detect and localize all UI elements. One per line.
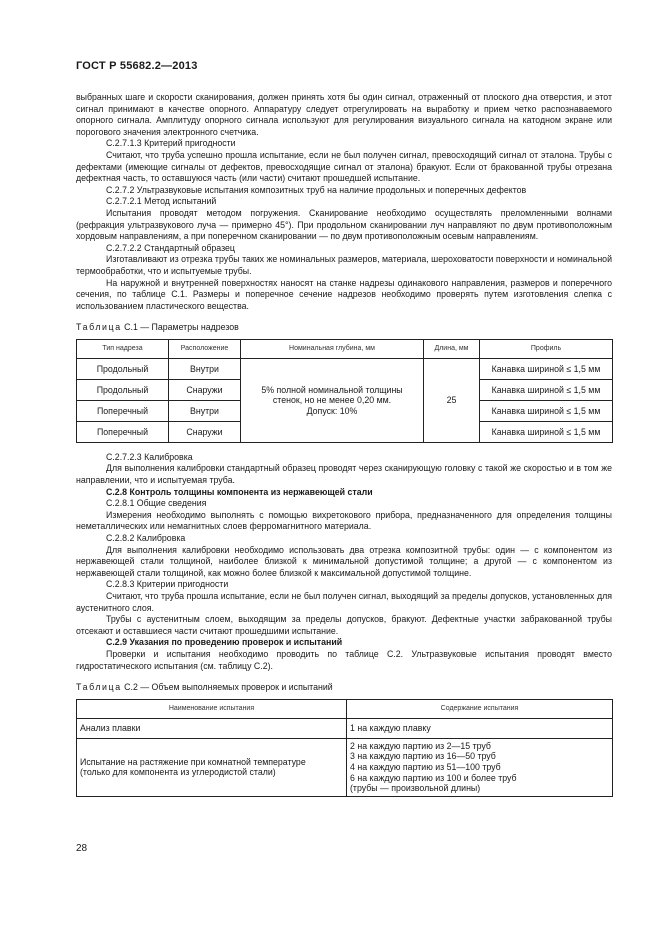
table-caption	[76, 322, 612, 334]
notch-type-cell: Поперечный	[77, 400, 169, 421]
table-row	[77, 358, 613, 379]
paragraph: Для выполнения калибровки необходимо использовать два отрезка композитной трубы: один — с компонентом из нержавеющей стали толщиной, наиболее близкой к минимальной допустимой толщине; а другой — с компонентом из нержавеющей стали толщиной, как можно более близкой к максимальной допустимой толщине.	[76, 544, 612, 578]
test-content-cell: 1 на каждую плавку	[347, 718, 613, 738]
paragraph: На наружной и внутренней поверхностях наносят на станке надрезы одинакового направления, размеров и поперечного сечения, по таблице С.1. Размеры и поперечное сечение надрезов необходимо проверять путем изготовления слепка с использованием пластического вещества.	[76, 277, 612, 311]
notch-type-cell: Поперечный	[77, 421, 169, 442]
test-name-cell: Анализ плавки	[77, 718, 347, 738]
test-name-cell	[77, 738, 347, 796]
page-number: 28	[76, 843, 88, 854]
column-header: Наименование испытания	[77, 699, 347, 718]
paragraph: Считают, что труба прошла испытание, если не был получен сигнал, выходящий за пределы допусков, установленных для аустенитного слоя.	[76, 591, 612, 613]
test-name-line: (только для компонента из углеродистой стали)	[80, 767, 276, 778]
profile-cell: Канавка шириной ≤ 1,5 мм	[480, 379, 613, 400]
document-body	[76, 92, 612, 797]
table-row	[77, 738, 613, 796]
profile-cell: Канавка шириной ≤ 1,5 мм	[480, 358, 613, 379]
table-row	[77, 718, 613, 738]
table-caption-text: С.1 — Параметры надрезов	[121, 322, 239, 333]
location-cell: Снаружи	[169, 421, 241, 442]
content-line: 2 на каждую партию из 2—15 труб	[350, 740, 491, 751]
paragraph: Измерения необходимо выполнять с помощью вихретокового прибора, предназначенного для определения толщины неметаллических или немагнитных слоев ферромагнитного материала.	[76, 509, 612, 532]
depth-cell	[241, 358, 424, 442]
test-content-cell	[347, 738, 613, 796]
paragraph: Для выполнения калибровки стандартный образец проводят через сканирующую головку с такой же скоростью и в том же направлении, что и испытуемая труба.	[76, 463, 612, 486]
notch-type-cell: Продольный	[77, 358, 169, 379]
section-heading: С.2.7.2 Ультразвуковые испытания композитных труб на наличие продольных и поперечных дефектов	[106, 184, 527, 195]
profile-cell: Канавка шириной ≤ 1,5 мм	[480, 400, 613, 421]
table-caption-text: С.2 — Объем выполняемых проверок и испытаний	[121, 682, 333, 693]
table-caption	[76, 682, 612, 694]
table-header-row	[77, 339, 613, 358]
section-heading: С.2.7.2.2 Стандартный образец	[106, 242, 235, 253]
column-header: Номинальная глубина, мм	[241, 339, 424, 358]
column-header: Содержание испытания	[347, 699, 613, 718]
paragraph: Трубы с аустенитным слоем, выходящим за пределы допусков, бракуют. Дефектные участки забракованной трубы отсекают и оставшиеся части считают прошедшими испытание.	[76, 614, 612, 636]
depth-line: стенок, но не менее 0,20 мм.	[272, 395, 392, 406]
section-heading: С.2.7.2.1 Метод испытаний	[106, 196, 217, 207]
paragraph: Считают, что труба успешно прошла испытание, если не был получен сигнал, превосходящий сигнал от эталона. Трубы с дефектами (имеющие сигналы от дефектов, превосходящие сигнал от эталона) бракуют. Если от бракованной трубы отрезана дефектная часть, то оставшуюся часть (или части) считают прошедшей испытание.	[76, 149, 612, 184]
content-line: 4 на каждую партию из 51—100 труб	[350, 761, 501, 772]
table-header-row	[77, 699, 613, 718]
section-heading-bold: С.2.9 Указания по проведению проверок и испытаний	[106, 637, 343, 648]
section-heading: С.2.7.1.3 Критерий пригодности	[106, 138, 236, 149]
column-header: Длина, мм	[424, 339, 480, 358]
section-heading: С.2.7.2.3 Калибровка	[106, 451, 193, 462]
section-heading: С.2.8.2 Калибровка	[106, 533, 186, 544]
paragraph: Испытания проводят методом погружения. Сканирование необходимо осуществлять преломленными волнами (рефракция ультразвукового луча — примерно 45°). При продольном сканировании луч направляют по двум противоположным хордовым направлениям, а при поперечном сканировании — по двум противоположным осевым направлениям.	[76, 207, 612, 242]
depth-tolerance: Допуск: 10%	[306, 405, 358, 416]
column-header: Тип надреза	[77, 339, 169, 358]
location-cell: Внутри	[169, 358, 241, 379]
document-header: ГОСТ Р 55682.2—2013	[76, 60, 198, 72]
section-heading-bold: С.2.8 Контроль толщины компонента из нержавеющей стали	[106, 486, 373, 497]
table-caption-prefix: Таблица	[76, 682, 122, 693]
location-cell: Внутри	[169, 400, 241, 421]
paragraph: Проверки и испытания необходимо проводить по таблице С.2. Ультразвуковые испытания проводят вместо гидростатического испытания (см. таблицу С.2).	[76, 648, 612, 671]
paragraph: Изготавливают из отрезка трубы таких же номинальных размеров, материала, шероховатости поверхности и номинальной термообработки, что и испытуемые трубы.	[76, 254, 612, 276]
paragraph: выбранных шаге и скорости сканирования, должен принять хотя бы один сигнал, отраженный от плоского дна отверстия, и этот сигнал принимают в качестве опорного. Аппаратуру следует отрегулировать на выработку и прием четко распознаваемого опорного сигнала. Амплитуду опорного сигнала используют для регулирования визуального сигнала на катодном экране или порогового значения электронного счетчика.	[76, 92, 612, 137]
section-heading: С.2.8.1 Общие сведения	[106, 498, 207, 509]
location-cell: Снаружи	[169, 379, 241, 400]
notch-parameters-table	[76, 339, 613, 443]
length-cell: 25	[424, 358, 480, 442]
profile-cell: Канавка шириной ≤ 1,5 мм	[480, 421, 613, 442]
test-name-line: Испытание на растяжение при комнатной температуре	[80, 756, 306, 767]
section-heading: С.2.8.3 Критерии пригодности	[106, 579, 229, 590]
depth-line: 5% полной номинальной толщины	[261, 384, 403, 395]
column-header: Расположение	[169, 339, 241, 358]
table-caption-prefix: Таблица	[76, 322, 122, 333]
tests-scope-table	[76, 699, 613, 797]
column-header: Профиль	[480, 339, 613, 358]
content-line: 3 на каждую партию из 16—50 труб	[350, 751, 496, 762]
content-line: (трубы — произвольной длины)	[350, 783, 481, 794]
content-line: 6 на каждую партию из 100 и более труб	[350, 772, 517, 783]
notch-type-cell: Продольный	[77, 379, 169, 400]
